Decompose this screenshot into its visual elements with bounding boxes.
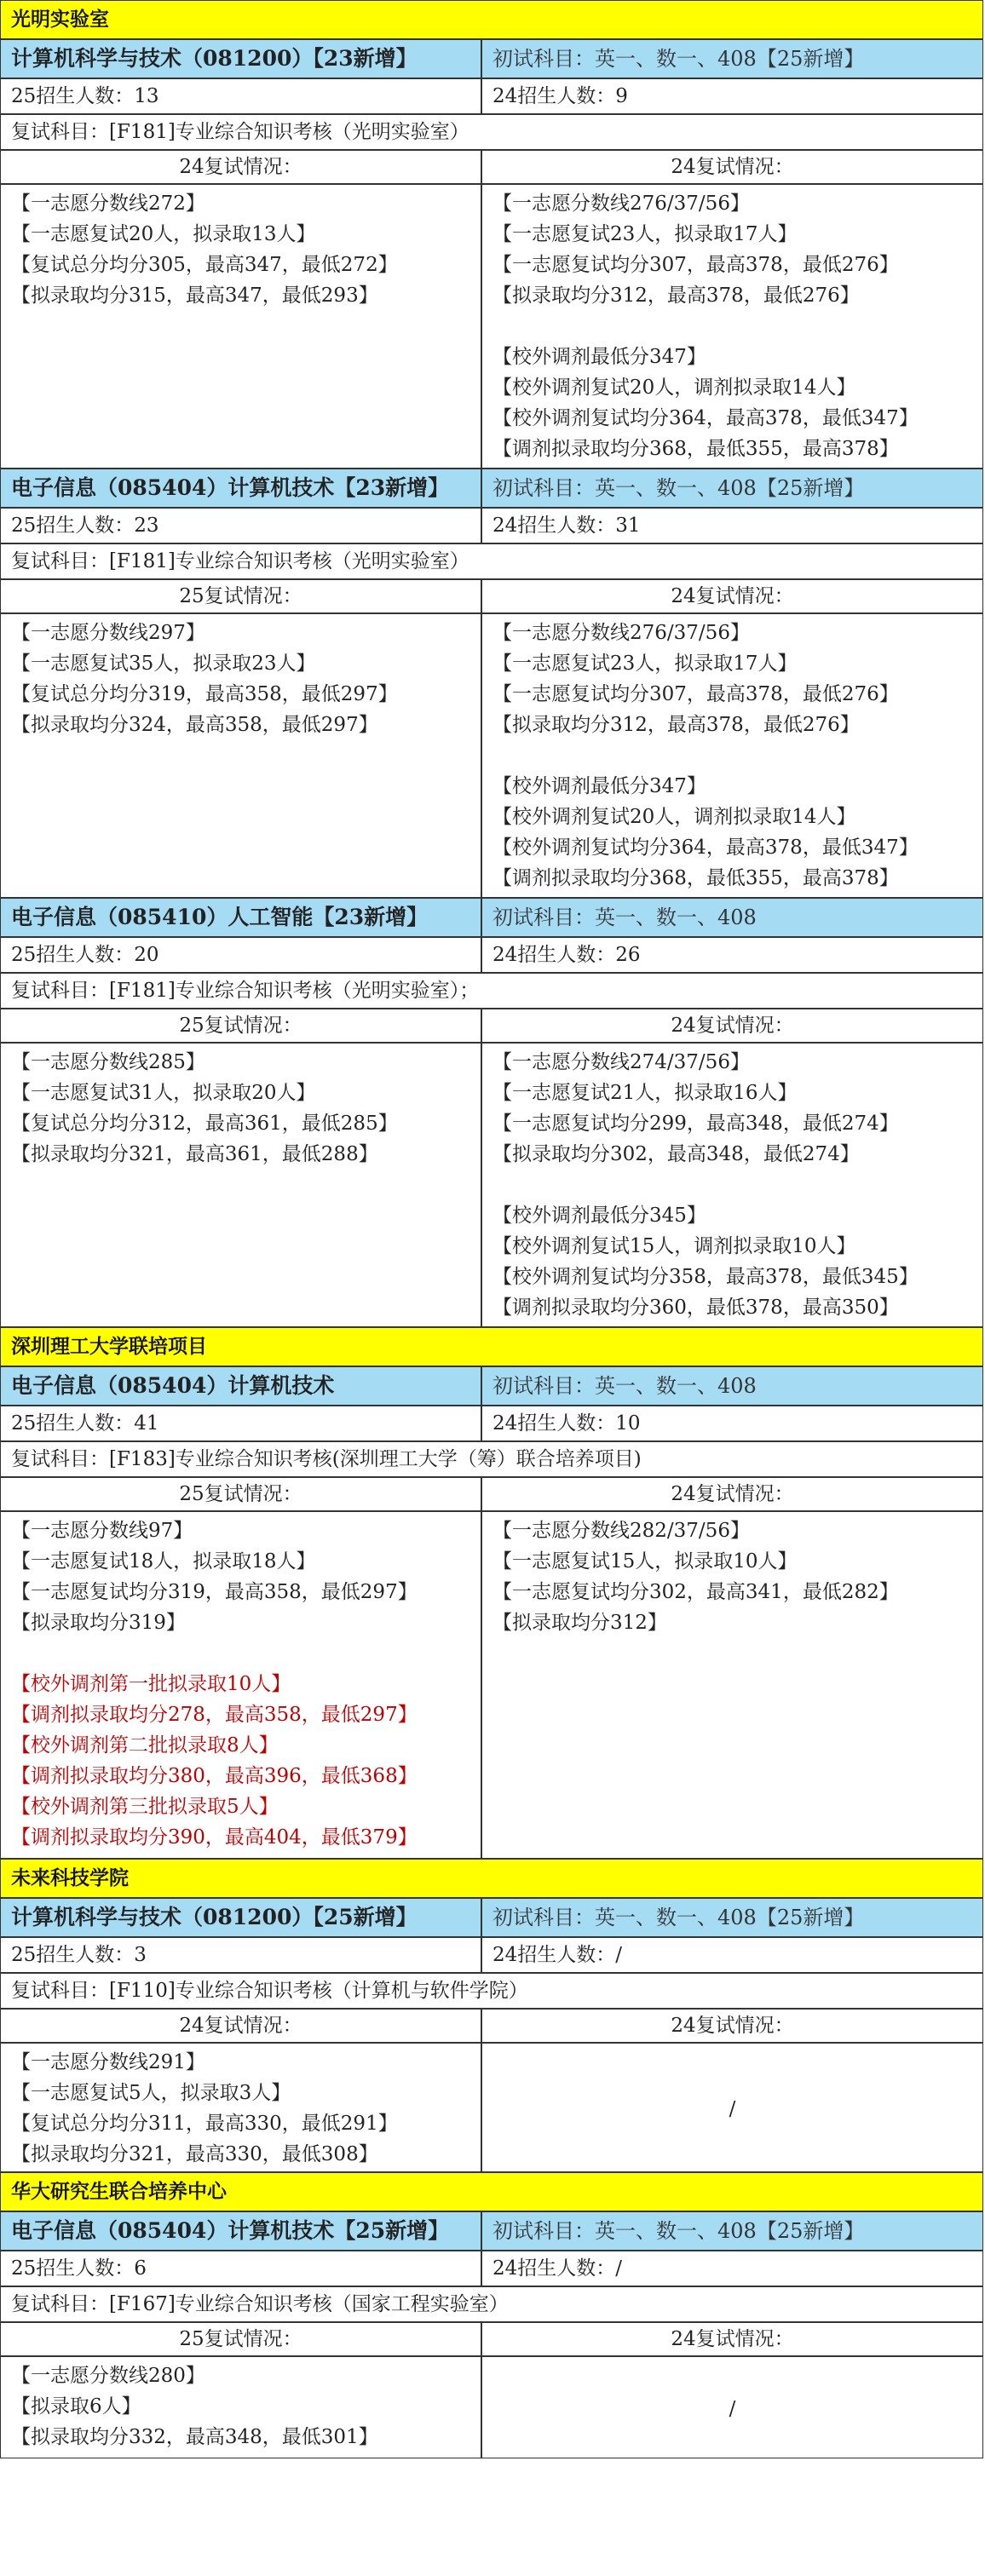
left-heading: 25复试情况：: [1, 2323, 482, 2355]
detail-line: 【校外调剂最低分347】: [492, 346, 706, 368]
detail-line: 【一志愿复试20人，拟录取13人】: [11, 223, 316, 245]
retest-heading-row: [1, 2010, 982, 2044]
detail-line: 【一志愿复试均分319，最高358，最低297】: [11, 1581, 418, 1603]
left-details: [1, 185, 482, 468]
section-header: [1, 1, 982, 40]
detail-line: 【调剂拟录取均分368，最低355，最高378】: [492, 438, 899, 460]
retest-heading-row: [1, 580, 982, 614]
detail-line: 【拟录取均分312】: [492, 1612, 667, 1634]
program-header: [1, 469, 982, 509]
detail-line: 【拟录取均分324，最高358，最低297】: [11, 714, 378, 736]
exam-subjects: 初试科目：英一、数一、408【25新增】: [492, 47, 865, 71]
detail-line: 【拟录取均分312，最高378，最低276】: [492, 285, 860, 307]
enrollment-row: [1, 509, 982, 544]
adjustment-line: 【校外调剂第二批拟录取8人】: [11, 1734, 279, 1757]
detail-line: 【一志愿分数线272】: [11, 193, 205, 215]
left-details: [1, 2044, 482, 2171]
retest-row: [1, 2287, 982, 2323]
right-heading: 24复试情况：: [671, 156, 794, 178]
detail-line: 【一志愿复试5人，拟录取3人】: [11, 2082, 291, 2104]
exam-subjects: 初试科目：英一、数一、408【25新增】: [492, 1906, 865, 1929]
retest-detail-row: [1, 1512, 982, 1860]
retest-row: [1, 544, 982, 580]
detail-line: 【调剂拟录取均分360，最低378，最高350】: [492, 1297, 899, 1319]
detail-line: 【校外调剂最低分345】: [492, 1205, 706, 1227]
detail-line: 【拟录取均分315，最高347，最低293】: [11, 285, 378, 307]
right-heading: 24复试情况：: [671, 1483, 794, 1505]
program-name: 计算机科学与技术（081200）【25新增】: [1, 1899, 482, 1936]
enrollment-24: 24招生人数：26: [492, 944, 641, 966]
detail-line: 【一志愿复试31人，拟录取20人】: [11, 1082, 316, 1104]
left-details: [1, 1044, 482, 1326]
enrollment-25: 25招生人数：6: [1, 2251, 482, 2286]
enrollment-25: 25招生人数：23: [1, 509, 482, 543]
retest-heading-row: [1, 1478, 982, 1512]
right-details: [482, 614, 982, 897]
detail-line: 【复试总分均分311，最高330，最低291】: [11, 2113, 398, 2135]
detail-line: 【一志愿分数线282/37/56】: [492, 1520, 750, 1542]
program-header: [1, 40, 982, 79]
section-header: [1, 2173, 982, 2212]
detail-line: 【一志愿分数线276/37/56】: [492, 193, 750, 215]
right-details: [482, 185, 982, 468]
left-heading: 24复试情况：: [1, 151, 482, 183]
detail-line: 【校外调剂复试均分364，最高378，最低347】: [492, 407, 919, 429]
right-details: [482, 1044, 982, 1326]
right-heading: 24复试情况：: [671, 585, 794, 607]
left-heading: 25复试情况：: [1, 580, 482, 612]
detail-line: 【调剂拟录取均分368，最低355，最高378】: [492, 867, 899, 889]
left-details: [1, 614, 482, 897]
detail-line: 【一志愿分数线285】: [11, 1051, 205, 1073]
retest-row: [1, 1974, 982, 2010]
detail-line: 【复试总分均分312，最高361，最低285】: [11, 1113, 398, 1135]
retest-row: [1, 1442, 982, 1478]
left-heading: 25复试情况：: [1, 1009, 482, 1042]
detail-line: 【一志愿复试18人，拟录取18人】: [11, 1550, 316, 1573]
detail-line: 【一志愿分数线274/37/56】: [492, 1051, 750, 1073]
adjustment-line: 【调剂拟录取均分380，最高396，最低368】: [11, 1765, 418, 1787]
section-header: [1, 1328, 982, 1367]
retest-subjects: 复试科目：[F110]专业综合知识考核（计算机与软件学院）: [11, 1980, 528, 2002]
retest-detail-row: [1, 2044, 982, 2173]
enrollment-24: 24招生人数：9: [492, 85, 628, 107]
right-heading: 24复试情况：: [671, 2328, 794, 2350]
detail-line: 【一志愿分数线280】: [11, 2365, 205, 2387]
left-details: [1, 2357, 482, 2458]
enrollment-24: 24招生人数：/: [492, 2257, 623, 2280]
retest-detail-row: [1, 1044, 982, 1328]
program-name: 计算机科学与技术（081200）【23新增】: [1, 40, 482, 78]
detail-line: 【复试总分均分319，最高358，最低297】: [11, 683, 398, 705]
enrollment-24: 24招生人数：31: [492, 515, 641, 537]
enrollment-24: 24招生人数：10: [492, 1412, 641, 1435]
detail-line: 【校外调剂最低分347】: [492, 775, 706, 797]
retest-subjects: 复试科目：[F167]专业综合知识考核（国家工程实验室）: [11, 2293, 509, 2315]
retest-subjects: 复试科目：[F181]专业综合知识考核（光明实验室）: [11, 121, 469, 143]
section-title: 深圳理工大学联培项目: [11, 1335, 207, 1358]
detail-line: 【一志愿复试均分307，最高378，最低276】: [492, 683, 899, 705]
retest-detail-row: [1, 2357, 982, 2458]
retest-subjects: 复试科目：[F183]专业综合知识考核(深圳理工大学（筹）联合培养项目): [11, 1448, 642, 1470]
retest-detail-row: [1, 614, 982, 899]
right-heading: 24复试情况：: [671, 1015, 794, 1037]
program-header: [1, 1899, 982, 1938]
retest-row: [1, 974, 982, 1009]
adjustment-line: 【调剂拟录取均分390，最高404，最低379】: [11, 1826, 418, 1849]
adjustment-line: 【校外调剂第三批拟录取5人】: [11, 1796, 279, 1818]
detail-line: 【一志愿复试23人，拟录取17人】: [492, 223, 798, 245]
detail-line: 【一志愿分数线297】: [11, 622, 205, 644]
section-header: [1, 1860, 982, 1899]
enrollment-25: 25招生人数：3: [1, 1938, 482, 1972]
detail-line: 【一志愿复试21人，拟录取16人】: [492, 1082, 798, 1104]
enrollment-25: 25招生人数：13: [1, 79, 482, 113]
exam-subjects: 初试科目：英一、数一、408【25新增】: [492, 2219, 865, 2243]
detail-line: 【校外调剂复试15人，调剂拟录取10人】: [492, 1235, 856, 1257]
detail-line: 【一志愿复试均分307，最高378，最低276】: [492, 254, 899, 276]
right-details-empty: /: [729, 2398, 736, 2420]
exam-subjects: 初试科目：英一、数一、408: [492, 1374, 757, 1398]
retest-row: [1, 115, 982, 151]
detail-line: 【拟录取6人】: [11, 2395, 141, 2418]
retest-heading-row: [1, 151, 982, 185]
program-name: 电子信息（085404）计算机技术【25新增】: [1, 2212, 482, 2250]
enrollment-row: [1, 79, 982, 115]
section-title: 光明实验室: [11, 8, 109, 31]
enrollment-25: 25招生人数：20: [1, 938, 482, 972]
enrollment-25: 25招生人数：41: [1, 1406, 482, 1440]
detail-line: 【拟录取均分319】: [11, 1612, 186, 1634]
detail-line: 【一志愿复试15人，拟录取10人】: [492, 1550, 798, 1573]
detail-line: 【复试总分均分305，最高347，最低272】: [11, 254, 398, 276]
left-heading: 25复试情况：: [1, 1478, 482, 1510]
detail-line: 【拟录取均分312，最高378，最低276】: [492, 714, 860, 736]
detail-line: 【校外调剂复试均分364，最高378，最低347】: [492, 837, 919, 859]
retest-subjects: 复试科目：[F181]专业综合知识考核（光明实验室）: [11, 550, 469, 572]
detail-line: 【拟录取均分321，最高330，最低308】: [11, 2143, 378, 2165]
program-header: [1, 2212, 982, 2251]
adjustment-line: 【校外调剂第一批拟录取10人】: [11, 1673, 291, 1695]
detail-line: 【一志愿复试均分299，最高348，最低274】: [492, 1113, 899, 1135]
enrollment-row: [1, 1938, 982, 1974]
right-details: [482, 1512, 982, 1858]
program-header: [1, 899, 982, 938]
detail-line: 【校外调剂复试20人，调剂拟录取14人】: [492, 377, 856, 399]
adjustment-line: 【调剂拟录取均分278，最高358，最低297】: [11, 1704, 418, 1726]
enrollment-row: [1, 938, 982, 974]
retest-subjects: 复试科目：[F181]专业综合知识考核（光明实验室）；: [11, 980, 480, 1002]
detail-line: 【一志愿分数线291】: [11, 2051, 205, 2073]
detail-line: 【一志愿复试35人，拟录取23人】: [11, 653, 316, 675]
exam-subjects: 初试科目：英一、数一、408【25新增】: [492, 476, 865, 500]
program-name: 电子信息（085410）人工智能【23新增】: [1, 899, 482, 936]
detail-line: 【拟录取均分332，最高348，最低301】: [11, 2426, 378, 2448]
left-heading: 24复试情况：: [1, 2010, 482, 2042]
detail-line: 【校外调剂复试20人，调剂拟录取14人】: [492, 806, 856, 828]
detail-line: 【一志愿复试23人，拟录取17人】: [492, 653, 798, 675]
detail-line: 【拟录取均分321，最高361，最低288】: [11, 1143, 378, 1165]
right-details-empty: /: [729, 2098, 736, 2120]
left-details: [1, 1512, 482, 1858]
retest-detail-row: [1, 185, 982, 469]
detail-line: 【一志愿复试均分302，最高341，最低282】: [492, 1581, 899, 1603]
section-title: 未来科技学院: [11, 1866, 129, 1889]
exam-subjects: 初试科目：英一、数一、408: [492, 906, 757, 929]
detail-line: 【一志愿分数线276/37/56】: [492, 622, 750, 644]
enrollment-row: [1, 1406, 982, 1442]
retest-heading-row: [1, 1009, 982, 1044]
section-title: 华大研究生联合培养中心: [11, 2180, 227, 2203]
program-name: 电子信息（085404）计算机技术【23新增】: [1, 469, 482, 507]
right-heading: 24复试情况：: [671, 2015, 794, 2037]
program-header: [1, 1367, 982, 1406]
retest-heading-row: [1, 2323, 982, 2357]
program-name: 电子信息（085404）计算机技术: [1, 1367, 482, 1405]
detail-line: 【一志愿分数线97】: [11, 1520, 193, 1542]
detail-line: 【校外调剂复试均分358，最高378，最低345】: [492, 1266, 919, 1288]
enrollment-24: 24招生人数：/: [492, 1944, 623, 1966]
detail-line: 【拟录取均分302，最高348，最低274】: [492, 1143, 860, 1165]
enrollment-row: [1, 2251, 982, 2287]
